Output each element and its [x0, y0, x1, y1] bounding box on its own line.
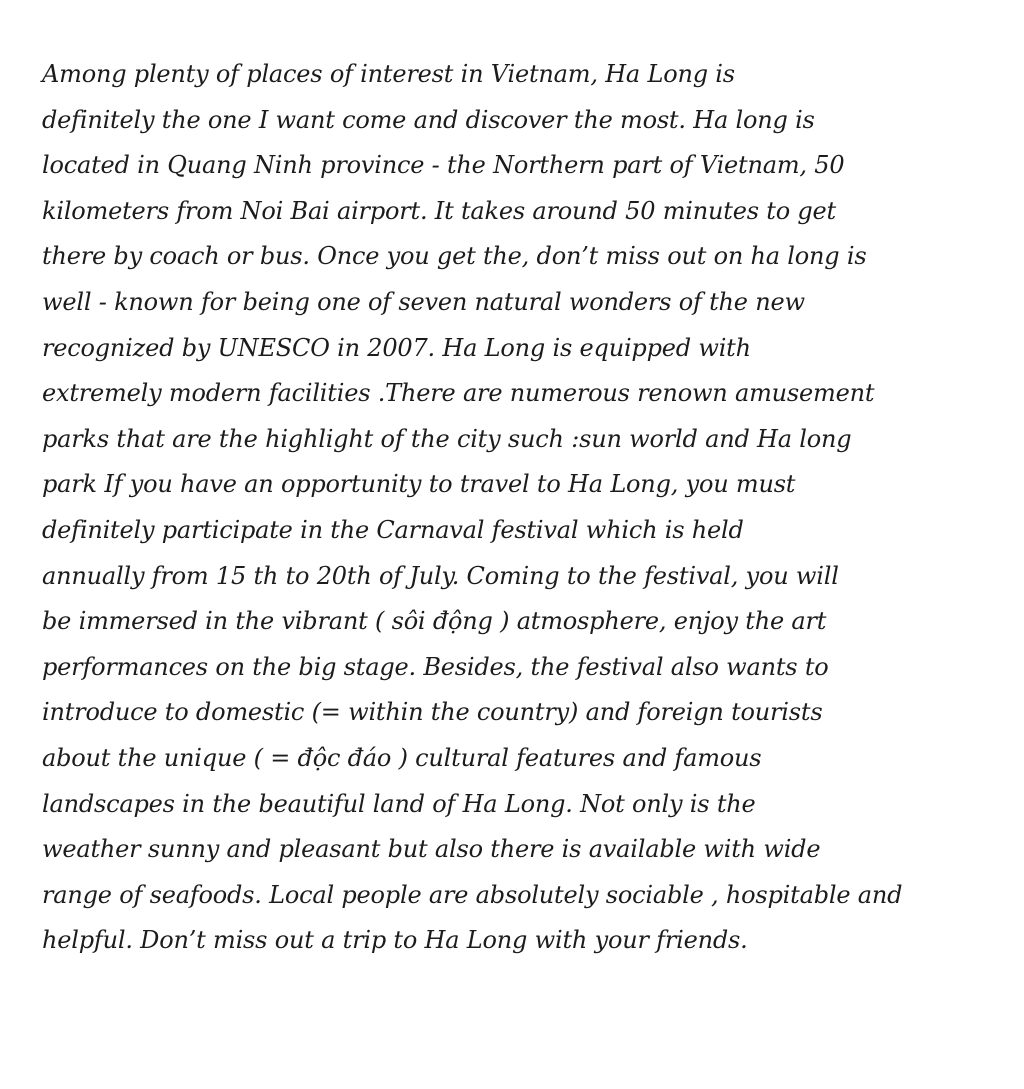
text-line: range of seafoods. Local people are absolutely sociable , hospitable and [42, 880, 903, 909]
text-line: performances on the big stage. Besides, the festival also wants to [42, 652, 829, 681]
text-line: well - known for being one of seven natural wonders of the new [42, 287, 805, 316]
text-line: kilometers from Noi Bai airport. It takes around 50 minutes to get [42, 196, 836, 225]
text-line: Among plenty of places of interest in Vietnam, Ha Long is [42, 60, 735, 88]
text-line: there by coach or bus. Once you get the, don’t miss out on ha long is [42, 242, 867, 271]
text-line: about the unique ( = độc đáo ) cultural features and famous [42, 743, 762, 772]
text-line: be immersed in the vibrant ( sôi động ) atmosphere, enjoy the art [42, 607, 827, 636]
text-line: weather sunny and pleasant but also there is available with wide [42, 835, 821, 864]
text-line: definitely participate in the Carnaval festival which is held [42, 515, 744, 544]
text-line: park If you have an opportunity to travel to Ha Long, you must [42, 470, 796, 499]
text-line: extremely modern facilities .There are numerous renown amusement [42, 379, 875, 408]
text-line: parks that are the highlight of the city such :sun world and Ha long [42, 424, 852, 453]
text-line: annually from 15 th to 20th of July. Coming to the festival, you will [42, 561, 839, 590]
essay-text [42, 52, 1002, 964]
text-line: recognized by UNESCO in 2007. Ha Long is equipped with [42, 333, 751, 362]
text-line: definitely the one I want come and discover the most. Ha long is [42, 105, 815, 134]
text-line: introduce to domestic (= within the country) and foreign tourists [42, 698, 823, 727]
text-line: helpful. Don’t miss out a trip to Ha Long with your friends. [42, 926, 748, 955]
text-line: located in Quang Ninh province - the Northern part of Vietnam, 50 [42, 151, 845, 180]
text-line: landscapes in the beautiful land of Ha Long. Not only is the [42, 789, 756, 818]
